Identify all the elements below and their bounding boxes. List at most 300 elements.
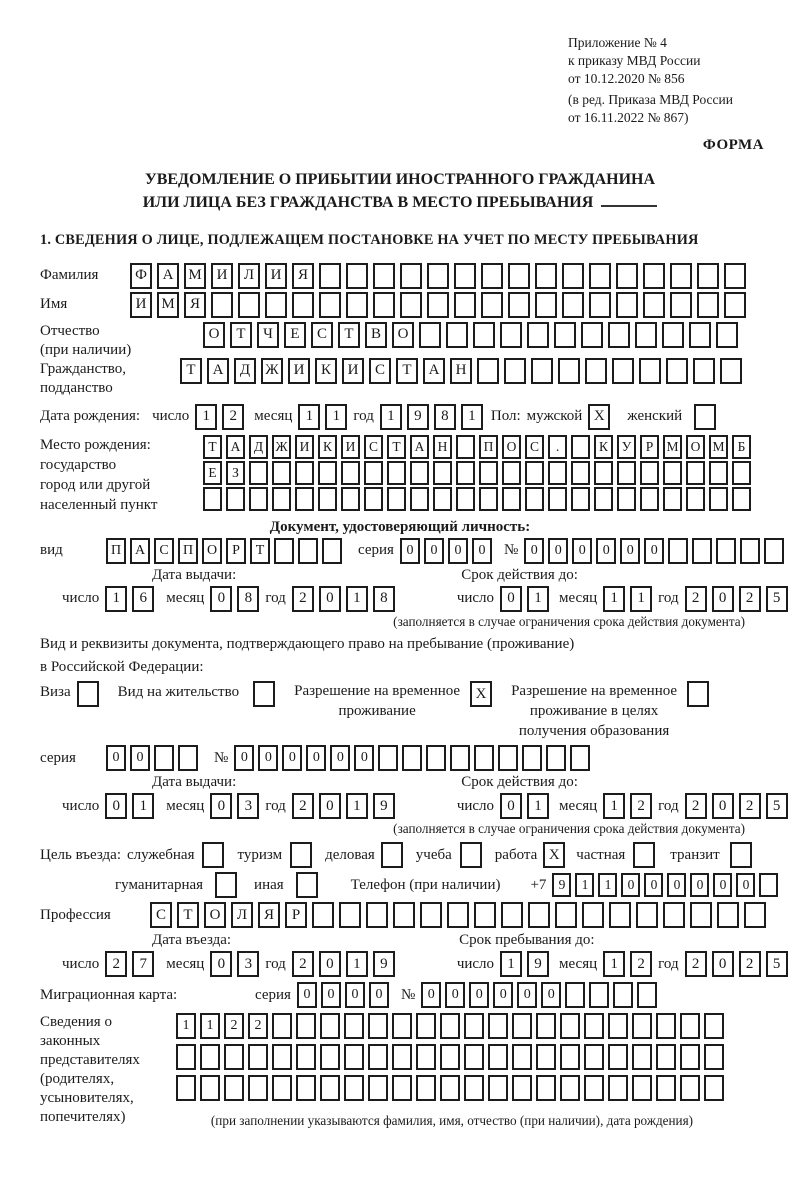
char-box[interactable] <box>632 1013 652 1039</box>
char-box[interactable]: 1 <box>346 951 368 977</box>
char-box[interactable]: 0 <box>548 538 568 564</box>
char-box[interactable] <box>663 902 685 928</box>
char-box[interactable] <box>249 487 268 511</box>
char-box[interactable]: И <box>342 358 364 384</box>
char-box[interactable]: Я <box>258 902 280 928</box>
char-box[interactable] <box>680 1013 700 1039</box>
char-box[interactable] <box>224 1075 244 1101</box>
char-box[interactable] <box>176 1075 196 1101</box>
char-box[interactable] <box>393 902 415 928</box>
char-box[interactable] <box>339 902 361 928</box>
char-box[interactable]: 9 <box>407 404 429 430</box>
char-box[interactable] <box>341 461 360 485</box>
char-box[interactable] <box>400 263 422 289</box>
char-box[interactable]: 0 <box>330 745 350 771</box>
char-box[interactable]: 0 <box>319 951 341 977</box>
char-box[interactable] <box>670 263 692 289</box>
char-box[interactable] <box>656 1044 676 1070</box>
char-box[interactable] <box>387 487 406 511</box>
char-box[interactable] <box>571 487 590 511</box>
char-box[interactable]: 0 <box>424 538 444 564</box>
char-box[interactable] <box>585 358 607 384</box>
char-box[interactable] <box>344 1075 364 1101</box>
char-box[interactable]: Д <box>234 358 256 384</box>
char-box[interactable]: П <box>178 538 198 564</box>
char-box[interactable] <box>589 292 611 318</box>
char-box[interactable]: 3 <box>237 951 259 977</box>
char-box[interactable] <box>416 1075 436 1101</box>
char-box[interactable] <box>298 538 318 564</box>
char-box[interactable] <box>427 292 449 318</box>
char-box[interactable]: 9 <box>552 873 571 897</box>
char-box[interactable] <box>680 1075 700 1101</box>
char-box[interactable] <box>320 1013 340 1039</box>
char-box[interactable] <box>716 322 738 348</box>
char-box[interactable]: 0 <box>306 745 326 771</box>
char-box[interactable] <box>344 1044 364 1070</box>
char-box[interactable] <box>440 1044 460 1070</box>
char-box[interactable] <box>613 982 633 1008</box>
char-box[interactable] <box>447 902 469 928</box>
char-box[interactable] <box>498 745 518 771</box>
char-box[interactable] <box>427 263 449 289</box>
char-box[interactable] <box>318 461 337 485</box>
char-box[interactable]: 1 <box>346 586 368 612</box>
char-box[interactable] <box>663 487 682 511</box>
char-box[interactable] <box>709 461 728 485</box>
char-box[interactable] <box>512 1044 532 1070</box>
char-box[interactable]: 0 <box>282 745 302 771</box>
char-box[interactable] <box>612 358 634 384</box>
char-box[interactable] <box>616 263 638 289</box>
char-box[interactable] <box>717 902 739 928</box>
char-box[interactable]: 0 <box>500 586 522 612</box>
char-box[interactable]: 2 <box>739 586 761 612</box>
char-box[interactable]: Б <box>732 435 751 459</box>
char-box[interactable] <box>536 1013 556 1039</box>
char-box[interactable]: 0 <box>210 793 232 819</box>
char-box[interactable]: И <box>341 435 360 459</box>
char-box[interactable]: 0 <box>713 873 732 897</box>
char-box[interactable]: 0 <box>319 793 341 819</box>
char-box[interactable]: И <box>295 435 314 459</box>
char-box[interactable]: О <box>203 322 225 348</box>
char-box[interactable]: Т <box>177 902 199 928</box>
char-box[interactable] <box>668 538 688 564</box>
char-box[interactable] <box>387 461 406 485</box>
char-box[interactable] <box>295 487 314 511</box>
char-box[interactable] <box>464 1044 484 1070</box>
char-box[interactable] <box>502 461 521 485</box>
char-box[interactable] <box>265 292 287 318</box>
purpose-private-checkbox[interactable] <box>633 842 655 868</box>
char-box[interactable] <box>512 1075 532 1101</box>
char-box[interactable]: О <box>202 538 222 564</box>
char-box[interactable]: О <box>686 435 705 459</box>
char-box[interactable]: 1 <box>527 793 549 819</box>
char-box[interactable] <box>704 1013 724 1039</box>
char-box[interactable] <box>535 292 557 318</box>
char-box[interactable] <box>274 538 294 564</box>
char-box[interactable] <box>686 487 705 511</box>
char-box[interactable] <box>176 1044 196 1070</box>
char-box[interactable]: А <box>157 263 179 289</box>
char-box[interactable]: 0 <box>345 982 365 1008</box>
char-box[interactable] <box>639 358 661 384</box>
char-box[interactable] <box>560 1075 580 1101</box>
char-box[interactable] <box>341 487 360 511</box>
char-box[interactable]: 2 <box>292 951 314 977</box>
char-box[interactable] <box>643 263 665 289</box>
char-box[interactable]: М <box>663 435 682 459</box>
char-box[interactable] <box>346 292 368 318</box>
char-box[interactable]: 2 <box>248 1013 268 1039</box>
char-box[interactable] <box>528 902 550 928</box>
char-box[interactable]: С <box>369 358 391 384</box>
char-box[interactable]: В <box>365 322 387 348</box>
char-box[interactable]: 1 <box>575 873 594 897</box>
char-box[interactable]: 9 <box>373 793 395 819</box>
char-box[interactable] <box>272 1013 292 1039</box>
char-box[interactable] <box>616 292 638 318</box>
char-box[interactable]: 8 <box>373 586 395 612</box>
char-box[interactable] <box>295 461 314 485</box>
char-box[interactable] <box>502 487 521 511</box>
char-box[interactable] <box>464 1013 484 1039</box>
char-box[interactable] <box>419 322 441 348</box>
char-box[interactable]: 0 <box>210 951 232 977</box>
char-box[interactable]: 1 <box>598 873 617 897</box>
char-box[interactable] <box>226 487 245 511</box>
char-box[interactable] <box>617 461 636 485</box>
char-box[interactable] <box>474 745 494 771</box>
char-box[interactable] <box>433 461 452 485</box>
char-box[interactable]: 0 <box>644 538 664 564</box>
char-box[interactable] <box>740 538 760 564</box>
char-box[interactable] <box>670 292 692 318</box>
purpose-transit-checkbox[interactable] <box>730 842 752 868</box>
char-box[interactable]: А <box>423 358 445 384</box>
char-box[interactable] <box>555 902 577 928</box>
char-box[interactable]: 0 <box>493 982 513 1008</box>
char-box[interactable] <box>525 461 544 485</box>
char-box[interactable]: Р <box>285 902 307 928</box>
char-box[interactable] <box>178 745 198 771</box>
char-box[interactable]: 5 <box>766 951 788 977</box>
char-box[interactable]: 0 <box>258 745 278 771</box>
char-box[interactable]: С <box>311 322 333 348</box>
char-box[interactable] <box>319 263 341 289</box>
char-box[interactable]: 1 <box>346 793 368 819</box>
char-box[interactable]: 2 <box>685 951 707 977</box>
char-box[interactable]: П <box>106 538 126 564</box>
char-box[interactable]: 2 <box>292 793 314 819</box>
char-box[interactable] <box>454 292 476 318</box>
char-box[interactable] <box>479 487 498 511</box>
char-box[interactable]: У <box>617 435 636 459</box>
char-box[interactable]: И <box>211 263 233 289</box>
char-box[interactable]: 1 <box>461 404 483 430</box>
char-box[interactable] <box>527 322 549 348</box>
char-box[interactable]: О <box>204 902 226 928</box>
char-box[interactable] <box>637 982 657 1008</box>
char-box[interactable]: . <box>548 435 567 459</box>
char-box[interactable] <box>272 1075 292 1101</box>
char-box[interactable] <box>690 902 712 928</box>
char-box[interactable]: 0 <box>321 982 341 1008</box>
char-box[interactable]: М <box>184 263 206 289</box>
char-box[interactable]: 1 <box>298 404 320 430</box>
char-box[interactable]: И <box>130 292 152 318</box>
char-box[interactable]: 5 <box>766 793 788 819</box>
char-box[interactable]: 2 <box>224 1013 244 1039</box>
char-box[interactable] <box>570 745 590 771</box>
char-box[interactable] <box>571 461 590 485</box>
char-box[interactable]: 1 <box>325 404 347 430</box>
char-box[interactable]: 1 <box>603 951 625 977</box>
char-box[interactable]: П <box>479 435 498 459</box>
char-box[interactable]: 8 <box>237 586 259 612</box>
char-box[interactable] <box>632 1075 652 1101</box>
char-box[interactable]: Н <box>433 435 452 459</box>
char-box[interactable] <box>546 745 566 771</box>
char-box[interactable]: 6 <box>132 586 154 612</box>
char-box[interactable]: 1 <box>195 404 217 430</box>
char-box[interactable] <box>481 292 503 318</box>
char-box[interactable]: 0 <box>621 873 640 897</box>
char-box[interactable]: Д <box>249 435 268 459</box>
char-box[interactable] <box>662 322 684 348</box>
char-box[interactable] <box>392 1013 412 1039</box>
char-box[interactable] <box>320 1044 340 1070</box>
char-box[interactable] <box>488 1013 508 1039</box>
char-box[interactable] <box>392 1075 412 1101</box>
char-box[interactable] <box>368 1044 388 1070</box>
char-box[interactable] <box>272 1044 292 1070</box>
char-box[interactable] <box>560 1013 580 1039</box>
char-box[interactable]: 1 <box>630 586 652 612</box>
char-box[interactable]: 1 <box>500 951 522 977</box>
char-box[interactable]: 0 <box>469 982 489 1008</box>
char-box[interactable]: 2 <box>685 586 707 612</box>
char-box[interactable] <box>456 487 475 511</box>
char-box[interactable] <box>456 461 475 485</box>
char-box[interactable]: М <box>157 292 179 318</box>
char-box[interactable] <box>693 358 715 384</box>
char-box[interactable]: 0 <box>106 745 126 771</box>
char-box[interactable] <box>720 358 742 384</box>
char-box[interactable] <box>440 1013 460 1039</box>
char-box[interactable] <box>535 263 557 289</box>
char-box[interactable] <box>689 322 711 348</box>
char-box[interactable]: Т <box>396 358 418 384</box>
char-box[interactable]: 0 <box>421 982 441 1008</box>
char-box[interactable] <box>344 1013 364 1039</box>
char-box[interactable] <box>525 487 544 511</box>
char-box[interactable] <box>632 1044 652 1070</box>
char-box[interactable]: Л <box>238 263 260 289</box>
char-box[interactable] <box>272 487 291 511</box>
char-box[interactable]: К <box>594 435 613 459</box>
char-box[interactable]: А <box>226 435 245 459</box>
char-box[interactable] <box>378 745 398 771</box>
char-box[interactable] <box>320 1075 340 1101</box>
char-box[interactable] <box>709 487 728 511</box>
char-box[interactable]: 0 <box>297 982 317 1008</box>
char-box[interactable]: 2 <box>739 793 761 819</box>
char-box[interactable] <box>640 461 659 485</box>
char-box[interactable] <box>368 1013 388 1039</box>
char-box[interactable] <box>732 487 751 511</box>
char-box[interactable]: 0 <box>596 538 616 564</box>
char-box[interactable] <box>716 538 736 564</box>
char-box[interactable] <box>346 263 368 289</box>
char-box[interactable] <box>296 1044 316 1070</box>
char-box[interactable]: Т <box>387 435 406 459</box>
char-box[interactable]: С <box>525 435 544 459</box>
char-box[interactable] <box>248 1075 268 1101</box>
purpose-work-checkbox[interactable]: X <box>543 842 565 868</box>
char-box[interactable] <box>589 982 609 1008</box>
char-box[interactable] <box>643 292 665 318</box>
char-box[interactable] <box>296 1075 316 1101</box>
char-box[interactable]: Т <box>180 358 202 384</box>
char-box[interactable] <box>656 1075 676 1101</box>
char-box[interactable]: 2 <box>739 951 761 977</box>
char-box[interactable]: 0 <box>572 538 592 564</box>
char-box[interactable] <box>426 745 446 771</box>
char-box[interactable] <box>697 292 719 318</box>
char-box[interactable] <box>504 358 526 384</box>
char-box[interactable] <box>410 461 429 485</box>
purpose-tourism-checkbox[interactable] <box>290 842 312 868</box>
char-box[interactable]: С <box>154 538 174 564</box>
char-box[interactable] <box>402 745 422 771</box>
char-box[interactable]: 0 <box>690 873 709 897</box>
char-box[interactable] <box>248 1044 268 1070</box>
char-box[interactable] <box>522 745 542 771</box>
char-box[interactable]: 2 <box>222 404 244 430</box>
char-box[interactable]: 1 <box>176 1013 196 1039</box>
char-box[interactable] <box>562 263 584 289</box>
char-box[interactable] <box>608 322 630 348</box>
char-box[interactable] <box>536 1044 556 1070</box>
char-box[interactable]: 0 <box>448 538 468 564</box>
char-box[interactable] <box>481 263 503 289</box>
char-box[interactable]: 0 <box>130 745 150 771</box>
char-box[interactable] <box>608 1013 628 1039</box>
char-box[interactable]: 0 <box>667 873 686 897</box>
char-box[interactable] <box>512 1013 532 1039</box>
char-box[interactable] <box>697 263 719 289</box>
char-box[interactable] <box>562 292 584 318</box>
char-box[interactable]: А <box>130 538 150 564</box>
char-box[interactable] <box>548 461 567 485</box>
char-box[interactable] <box>508 263 530 289</box>
char-box[interactable] <box>608 1044 628 1070</box>
char-box[interactable]: 1 <box>603 586 625 612</box>
char-box[interactable]: 0 <box>234 745 254 771</box>
char-box[interactable]: З <box>226 461 245 485</box>
char-box[interactable] <box>635 322 657 348</box>
char-box[interactable]: 0 <box>500 793 522 819</box>
char-box[interactable]: Т <box>250 538 270 564</box>
char-box[interactable]: 0 <box>400 538 420 564</box>
char-box[interactable] <box>680 1044 700 1070</box>
char-box[interactable]: 0 <box>712 586 734 612</box>
char-box[interactable] <box>446 322 468 348</box>
char-box[interactable]: 5 <box>766 586 788 612</box>
char-box[interactable] <box>433 487 452 511</box>
char-box[interactable] <box>531 358 553 384</box>
char-box[interactable] <box>558 358 580 384</box>
char-box[interactable] <box>440 1075 460 1101</box>
char-box[interactable] <box>584 1075 604 1101</box>
char-box[interactable]: 7 <box>132 951 154 977</box>
char-box[interactable] <box>488 1044 508 1070</box>
char-box[interactable] <box>318 487 337 511</box>
char-box[interactable] <box>420 902 442 928</box>
char-box[interactable]: Ж <box>261 358 283 384</box>
char-box[interactable] <box>211 292 233 318</box>
char-box[interactable]: А <box>207 358 229 384</box>
char-box[interactable]: 0 <box>445 982 465 1008</box>
char-box[interactable] <box>400 292 422 318</box>
char-box[interactable] <box>548 487 567 511</box>
char-box[interactable]: Ч <box>257 322 279 348</box>
char-box[interactable]: 0 <box>210 586 232 612</box>
purpose-study-checkbox[interactable] <box>460 842 482 868</box>
char-box[interactable]: Н <box>450 358 472 384</box>
char-box[interactable] <box>272 461 291 485</box>
char-box[interactable]: 0 <box>517 982 537 1008</box>
char-box[interactable] <box>479 461 498 485</box>
char-box[interactable] <box>474 902 496 928</box>
char-box[interactable] <box>373 263 395 289</box>
char-box[interactable] <box>368 1075 388 1101</box>
char-box[interactable]: Ф <box>130 263 152 289</box>
char-box[interactable] <box>594 487 613 511</box>
char-box[interactable]: 3 <box>237 793 259 819</box>
char-box[interactable] <box>560 1044 580 1070</box>
char-box[interactable]: Т <box>203 435 222 459</box>
char-box[interactable] <box>764 538 784 564</box>
char-box[interactable] <box>296 1013 316 1039</box>
char-box[interactable]: М <box>709 435 728 459</box>
char-box[interactable]: Я <box>184 292 206 318</box>
char-box[interactable] <box>450 745 470 771</box>
char-box[interactable] <box>732 461 751 485</box>
char-box[interactable] <box>759 873 778 897</box>
temp-permit-checkbox[interactable]: X <box>470 681 492 707</box>
char-box[interactable] <box>224 1044 244 1070</box>
gender-male-checkbox[interactable]: X <box>588 404 610 430</box>
char-box[interactable] <box>656 1013 676 1039</box>
visa-checkbox[interactable] <box>77 681 99 707</box>
char-box[interactable] <box>508 292 530 318</box>
char-box[interactable] <box>322 538 342 564</box>
char-box[interactable] <box>608 1075 628 1101</box>
char-box[interactable] <box>292 292 314 318</box>
char-box[interactable] <box>312 902 334 928</box>
char-box[interactable]: 1 <box>105 586 127 612</box>
char-box[interactable] <box>416 1013 436 1039</box>
char-box[interactable]: О <box>392 322 414 348</box>
char-box[interactable] <box>594 461 613 485</box>
char-box[interactable]: Р <box>640 435 659 459</box>
char-box[interactable] <box>249 461 268 485</box>
char-box[interactable]: С <box>364 435 383 459</box>
